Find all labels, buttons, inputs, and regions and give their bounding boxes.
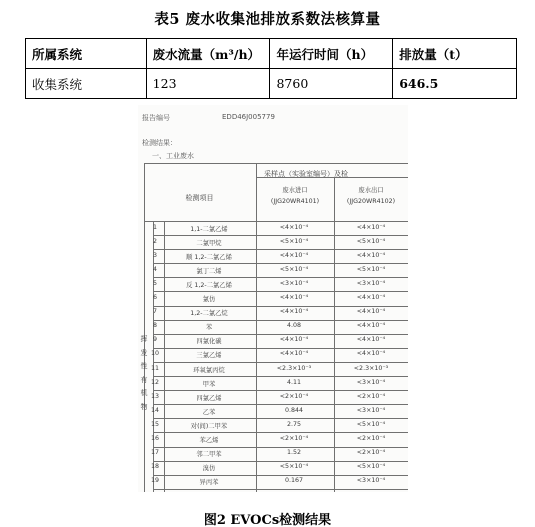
compound-name: 1,2-二氯乙烷 xyxy=(190,310,228,318)
test-results-table xyxy=(140,163,408,492)
inlet-value: <4×10⁻⁴ xyxy=(279,350,309,358)
header-emission: 排放量（t） xyxy=(393,39,517,69)
outlet-value: <4×10⁻⁴ xyxy=(356,251,386,259)
table-row xyxy=(144,390,408,404)
row-number: 13 xyxy=(150,392,159,400)
table-row xyxy=(144,348,408,362)
compound-name: 顺 1,2-二氯乙烯 xyxy=(186,253,232,261)
item-header: 检测项目 xyxy=(185,194,214,202)
compound-name: 乙苯 xyxy=(202,408,216,416)
table-header-row xyxy=(26,39,517,69)
table-row xyxy=(144,277,408,291)
outlet-value: <5×10⁻⁴ xyxy=(356,420,386,428)
sample-point-header: 采样点（实验室编号）及检 xyxy=(264,170,348,178)
section-label: 一、工业废水 xyxy=(152,152,194,160)
row-number: 17 xyxy=(150,449,159,457)
table-row xyxy=(144,320,408,334)
emission-table xyxy=(25,38,517,99)
row-number: 12 xyxy=(150,378,159,386)
inlet-value: <4×10⁻⁴ xyxy=(279,223,309,231)
row-number: 6 xyxy=(152,294,157,301)
outlet-value: <4×10⁻⁴ xyxy=(356,308,386,316)
inlet-value: <4×10⁻⁴ xyxy=(279,251,309,259)
results-label: 检测结果： xyxy=(142,139,177,147)
cell-runtime: 8760 xyxy=(270,69,393,99)
table-row xyxy=(144,263,408,277)
inlet-value: 0.167 xyxy=(284,477,304,485)
compound-name: 邻二甲苯 xyxy=(196,451,222,459)
compound-name: 苯乙烯 xyxy=(199,437,219,444)
compound-name: 氯丁二烯 xyxy=(196,267,222,275)
compound-name: 甲苯 xyxy=(202,380,216,388)
report-number: EDD46J005779 xyxy=(222,113,275,121)
table-title: 表5 废水收集池排放系数法核算量 xyxy=(154,11,381,28)
inlet-value: <2×10⁻⁴ xyxy=(279,435,309,442)
compound-name: 溴仿 xyxy=(202,465,216,473)
compound-name: 苯 xyxy=(205,324,213,332)
table-row xyxy=(144,376,408,390)
voc-group-label: 挥 发 性 有 机 物 xyxy=(140,335,148,411)
row-number: 4 xyxy=(152,265,157,273)
inlet-value: <5×10⁻⁴ xyxy=(279,463,309,471)
outlet-value: <2×10⁻⁴ xyxy=(356,449,386,457)
table-row xyxy=(144,292,408,306)
compound-name: 环氧氯丙烷 xyxy=(193,366,225,374)
inlet-value: 4.08 xyxy=(286,322,302,330)
outlet-value: <4×10⁻⁴ xyxy=(356,322,386,330)
inlet-value: <2.3×10⁻³ xyxy=(276,364,312,372)
inlet-value: <5×10⁻⁴ xyxy=(279,237,309,245)
compound-name: 二氯甲烷 xyxy=(196,239,222,247)
outlet-value: <3×10⁻⁴ xyxy=(356,406,386,414)
table-row xyxy=(144,249,408,263)
row-number: 18 xyxy=(150,463,159,471)
compound-name: 氯仿 xyxy=(202,296,216,303)
outlet-value: <5×10⁻⁴ xyxy=(356,237,386,245)
table-row xyxy=(144,362,408,376)
cell-emission: 646.5 xyxy=(393,69,517,99)
inlet-column-header: 废水进口 (JJG20WR4101) xyxy=(270,187,320,205)
figure-caption: 图2 EVOCs检测结果 xyxy=(203,513,332,527)
outlet-column-header: 废水出口 (JJG20WR4102) xyxy=(346,187,396,205)
outlet-value: <4×10⁻⁴ xyxy=(356,350,386,358)
outlet-value: <4×10⁻⁴ xyxy=(356,294,386,301)
report-number-label: 报告编号 xyxy=(142,114,170,122)
table-row xyxy=(144,221,408,235)
outlet-value: <3×10⁻⁴ xyxy=(356,378,386,386)
row-number: 1 xyxy=(152,223,157,231)
cell-system: 收集系统 xyxy=(26,69,147,99)
inlet-value: 1.52 xyxy=(286,449,302,457)
table-row xyxy=(144,475,408,489)
cell-flow: 123 xyxy=(146,69,270,99)
row-number: 5 xyxy=(152,279,157,287)
compound-name: 三氯乙烯 xyxy=(196,352,222,360)
outlet-value: <2×10⁻⁴ xyxy=(356,392,386,400)
inlet-value: <4×10⁻⁴ xyxy=(279,294,309,301)
table-row xyxy=(144,334,408,348)
table-row xyxy=(144,461,408,475)
row-number: 2 xyxy=(152,237,157,245)
outlet-value: <2.3×10⁻³ xyxy=(353,364,389,372)
compound-name: 四氯化碳 xyxy=(196,338,222,346)
row-number: 11 xyxy=(150,364,159,372)
inlet-value: 2.75 xyxy=(286,420,302,428)
compound-name: 反 1,2-二氯乙烯 xyxy=(186,281,232,289)
table-row xyxy=(26,69,517,99)
inlet-value: <4×10⁻⁴ xyxy=(279,336,309,344)
outlet-value: <5×10⁻⁴ xyxy=(356,463,386,471)
compound-name: 异丙苯 xyxy=(199,479,219,487)
outlet-value: <5×10⁻⁴ xyxy=(356,265,386,273)
header-flow: 废水流量（m³/h） xyxy=(146,39,270,69)
row-number: 10 xyxy=(150,350,159,358)
inlet-value: 4.11 xyxy=(286,378,302,386)
compound-name: 1,1-二氯乙烯 xyxy=(190,225,228,233)
inlet-value: <2×10⁻⁴ xyxy=(279,392,309,400)
row-number: 3 xyxy=(152,251,157,259)
outlet-value: <3×10⁻⁴ xyxy=(356,477,386,485)
table-row xyxy=(144,235,408,249)
row-number: 7 xyxy=(152,308,157,316)
table-row xyxy=(144,418,408,432)
outlet-value: <2×10⁻⁴ xyxy=(356,435,386,442)
outlet-value: <4×10⁻⁴ xyxy=(356,223,386,231)
inlet-value: <4×10⁻⁴ xyxy=(279,308,309,316)
header-system: 所属系统 xyxy=(26,39,147,69)
outlet-value: <3×10⁻⁴ xyxy=(356,279,386,287)
row-number: 9 xyxy=(152,336,157,344)
row-number: 14 xyxy=(150,406,159,414)
inlet-value: <3×10⁻⁴ xyxy=(279,279,309,287)
row-number: 16 xyxy=(150,435,159,442)
table-row xyxy=(144,447,408,461)
row-number: 15 xyxy=(150,420,159,428)
row-number: 8 xyxy=(152,322,157,330)
table-row xyxy=(144,404,408,418)
table-row xyxy=(144,306,408,320)
scanned-report-image xyxy=(138,105,408,492)
table-row xyxy=(144,433,408,447)
inlet-value: 0.844 xyxy=(284,406,304,414)
header-runtime: 年运行时间（h） xyxy=(270,39,393,69)
inlet-value: <5×10⁻⁴ xyxy=(279,265,309,273)
outlet-value: <4×10⁻⁴ xyxy=(356,336,386,344)
compound-name: 四氯乙烯 xyxy=(196,394,222,402)
row-number: 19 xyxy=(150,477,159,485)
compound-name: 对(间)二甲苯 xyxy=(190,422,228,430)
